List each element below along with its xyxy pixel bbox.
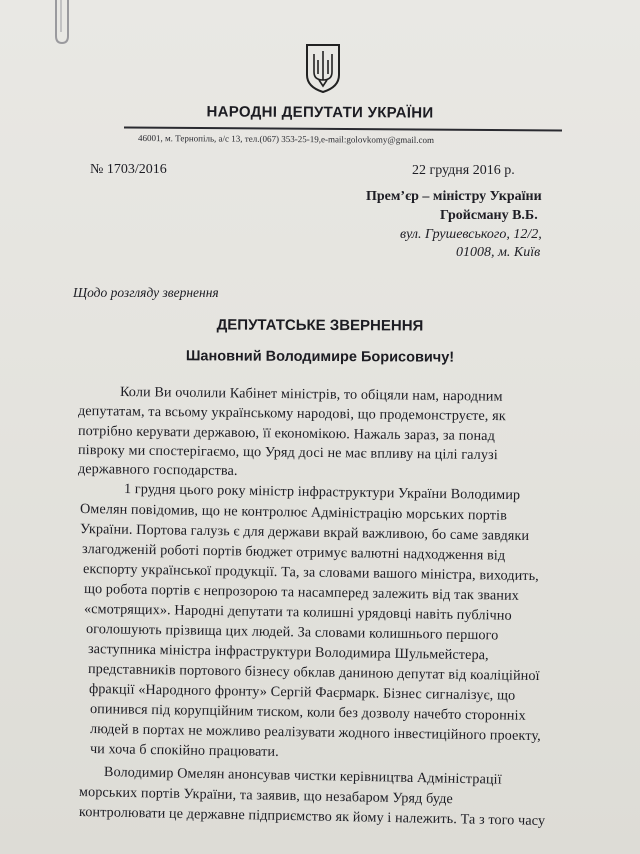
- body-line: злагодженій роботі портів бюджет отримує валютні надходження від: [81, 541, 506, 564]
- recipient-position: Прем’єр – міністру України: [366, 189, 542, 204]
- body-line: людей в портах не можливо реалізувати жодного інвестиційного проекту,: [89, 721, 541, 745]
- letter-date: 22 грудня 2016 р.: [412, 163, 515, 178]
- body-line: представників портового бізнесу обклав даниною депутат від коаліційної: [87, 661, 540, 685]
- salutation: Шановний Володимире Борисовичу!: [185, 348, 455, 366]
- body-line: експорту української продукції. Та, за словами вашого міністра, виходить,: [82, 561, 539, 585]
- body-line: морських портів України, та заявив, що незабаром Уряд буде: [78, 784, 454, 808]
- trident-emblem-icon: [303, 42, 343, 94]
- body-line: України. Портова галузь є для держави вкрай важливою, бо саме завдяки: [79, 521, 530, 545]
- body-line: Коли Ви очолили Кабінет міністрів, то обіцяли нам, народним: [119, 384, 503, 405]
- body-line: опинився під корупційним тиском, коли без дозволу начебто сторонніх: [89, 701, 526, 724]
- document-title: ДЕПУТАТСЬКЕ ЗВЕРНЕННЯ: [216, 316, 424, 335]
- organization-title: НАРОДНІ ДЕПУТАТИ УКРАЇНИ: [206, 103, 434, 122]
- body-line: депутатам, та всьому українському народові, що продемонструєте, як: [77, 403, 506, 425]
- sender-address: 46001, м. Тернопіль, а/с 13, тел.(067) 353-25-19,e-mail:golovkomy@gmail.com: [137, 132, 435, 146]
- body-line: чи хоча б спокійно працювати.: [89, 741, 279, 760]
- header-divider: [124, 126, 562, 131]
- body-line: заступника міністра інфраструктури Володимира Шульмейстера,: [87, 641, 489, 664]
- body-line: державного господарства.: [77, 461, 238, 479]
- body-line: фракції «Народного фронту» Сергій Фаєрмарк. Бізнес сигналізує, що: [88, 681, 516, 704]
- recipient-street: вул. Грушевського, 12/2,: [400, 227, 542, 242]
- body-line: потрібно керувати державою, її економікою. Нажаль зараз, за понад: [77, 423, 496, 445]
- recipient-city: 01008, м. Київ: [456, 245, 541, 260]
- subject-line: Щодо розгляду звернення: [73, 285, 219, 300]
- letter-number: № 1703/2016: [90, 162, 167, 177]
- body-line: Омелян повідомив, що не контролює Адміністрацію морських портів: [79, 501, 508, 524]
- body-line: Володимир Омелян анонсував чистки керівництва Адміністрації: [103, 764, 502, 788]
- paperclip-icon: [48, 0, 76, 46]
- body-line: що робота портів є непрозорою та насамперед залежить від так званих: [83, 581, 520, 604]
- body-line: півроку ми спостерігаємо, що Уряд досі не має впливу на цілі галузі: [77, 442, 498, 464]
- body-line: 1 грудня цього року міністр інфраструктури України Володимир: [123, 481, 521, 504]
- recipient-name: Гройсману В.Б.: [440, 208, 538, 223]
- body-line: контролювати це державне підприємство як йому і належить. Та з того часу: [78, 804, 546, 829]
- body-line: «смотрящих». Народні депутати та колишні урядовці навіть публічно: [83, 601, 512, 624]
- body-line: оголошують прізвища цих людей. За словами колишнього першого: [85, 621, 499, 644]
